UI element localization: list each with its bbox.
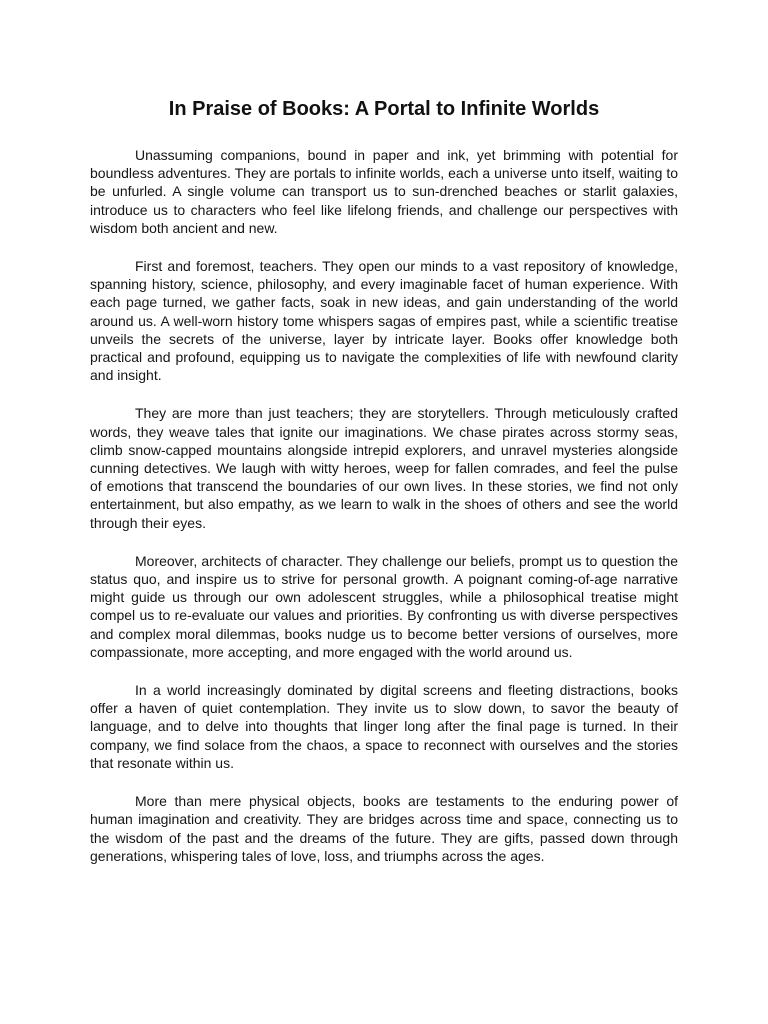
paragraph-teachers: First and foremost, teachers. They open our minds to a vast repository of knowledge, spanning history, science, philosophy, and every imaginable facet of human experience. With each page turned, we gather facts, soak in new ideas, and gain understanding of the world around us. A well-worn history tome whispers sagas of empires past, while a scientific treatise unveils the secrets of the universe, layer by intricate layer. Books offer knowledge both practical and profound, equipping us to navigate the complexities of life with newfound clarity and insight. (90, 258, 678, 384)
paragraph-architects: Moreover, architects of character. They challenge our beliefs, prompt us to question the status quo, and inspire us to strive for personal growth. A poignant coming-of-age narrative might guide us through our own adolescent struggles, while a philosophical treatise might compel us to re-evaluate our values and priorities. By confronting us with diverse perspectives and complex moral dilemmas, books nudge us to become better versions of ourselves, more compassionate, more accepting, and more engaged with the world around us. (90, 552, 678, 660)
paragraph-intro: Unassuming companions, bound in paper and ink, yet brimming with potential for boundless adventures. They are portals to infinite worlds, each a universe unto itself, waiting to be unfurled. A single volume can transport us to sun-drenched beaches or starlit galaxies, introduce us to characters who feel like lifelong friends, and challenge our perspectives with wisdom both ancient and new. (90, 147, 678, 236)
document-title: In Praise of Books: A Portal to Infinite Worlds (168, 98, 600, 120)
paragraph-storytellers: They are more than just teachers; they are storytellers. Through meticulously crafted words, they weave tales that ignite our imaginations. We chase pirates across stormy seas, climb snow-capped mountains alongside intrepid explorers, and unravel mysteries alongside cunning detectives. We laugh with witty heroes, weep for fallen comrades, and feel the pulse of emotions that transcend the boundaries of our own lives. In these stories, we find not only entertainment, but also empathy, as we learn to walk in the shoes of others and see the world through their eyes. (90, 405, 678, 531)
paragraph-testaments: More than mere physical objects, books are testaments to the enduring power of human imagination and creativity. They are bridges across time and space, connecting us to the wisdom of the past and the dreams of the future. They are gifts, passed down through generations, whispering tales of love, loss, and triumphs across the ages. (90, 793, 678, 864)
paragraph-haven: In a world increasingly dominated by digital screens and fleeting distractions, books offer a haven of quiet contemplation. They invite us to slow down, to savor the beauty of language, and to delve into thoughts that linger long after the final page is turned. In their company, we find solace from the chaos, a space to reconnect with ourselves and the stories that resonate within us. (90, 682, 678, 771)
document-page (90, 96, 678, 885)
